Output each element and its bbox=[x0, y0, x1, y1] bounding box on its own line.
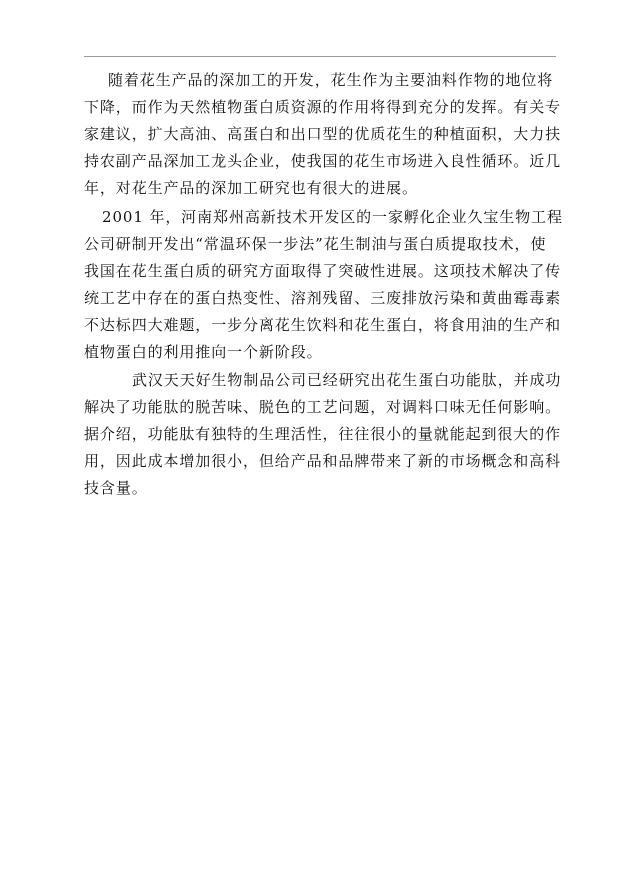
paragraph-3-line-5: 技含量。 bbox=[84, 479, 148, 497]
paragraph-2-line-3: 我国在花生蛋白质的研究方面取得了突破性进展。这项技术解决了传 bbox=[84, 262, 562, 280]
paragraph-2-line-4: 统工艺中存在的蛋白热变性、溶剂残留、三废排放污染和黄曲霉毒素 bbox=[84, 289, 562, 307]
paragraph-2-line-5: 不达标四大难题，一步分离花生饮料和花生蛋白，将食用油的生产和 bbox=[84, 316, 562, 334]
paragraph-2-line-6: 植物蛋白的利用推向一个新阶段。 bbox=[84, 343, 323, 361]
header-rule bbox=[84, 56, 556, 57]
paragraph-2-line-1: 2001 年，河南郑州高新技术开发区的一家孵化企业久宝生物工程 bbox=[102, 208, 563, 226]
paragraph-1-line-5: 年，对花生产品的深加工研究也有很大的进展。 bbox=[84, 179, 418, 197]
paragraph-3-line-4: 用，因此成本增加很小，但给产品和品牌带来了新的市场概念和高科 bbox=[84, 452, 562, 470]
paragraph-1-line-1: 随着花生产品的深加工的开发，花生作为主要油料作物的地位将 bbox=[108, 71, 554, 89]
paragraph-3-line-3: 据介绍，功能肽有独特的生理活性，往往很小的量就能起到很大的作 bbox=[84, 425, 562, 443]
paragraph-1-line-4: 持农副产品深加工龙头企业，使我国的花生市场进入良性循环。近几 bbox=[84, 152, 562, 170]
paragraph-1-line-3: 家建议，扩大高油、高蛋白和出口型的优质花生的种植面积，大力扶 bbox=[84, 125, 562, 143]
paragraph-3-line-2: 解决了功能肽的脱苦味、脱色的工艺问题，对调料口味无任何影响。 bbox=[84, 398, 562, 416]
paragraph-3-line-1: 武汉天天好生物制品公司已经研究出花生蛋白功能肽，并成功 bbox=[132, 371, 562, 389]
paragraph-2-line-2: 公司研制开发出“常温环保一步法”花生制油与蛋白质提取技术，使 bbox=[84, 235, 547, 253]
paragraph-1-line-2: 下降，而作为天然植物蛋白质资源的作用将得到充分的发挥。有关专 bbox=[84, 98, 562, 116]
